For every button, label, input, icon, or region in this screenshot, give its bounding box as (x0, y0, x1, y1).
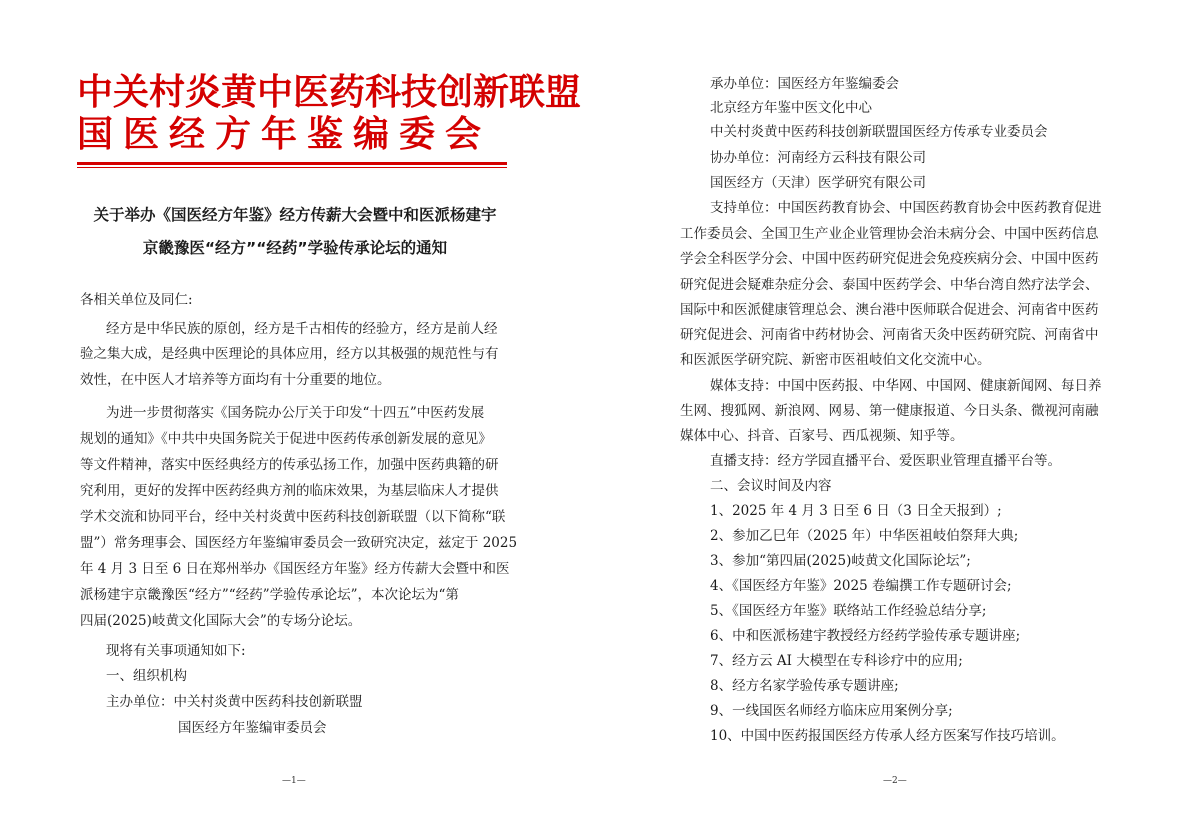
page-left (0, 0, 590, 818)
body-line: 规划的通知》《中共中央国务院关于促进中医药传承创新发展的意见》 (80, 431, 492, 447)
body-line: 现将有关事项通知如下: (106, 643, 246, 659)
agenda-item: 1、2025 年 4 月 3 日至 6 日（3 日全天报到）; (710, 503, 1002, 519)
agenda-item: 4、《国医经方年鉴》2025 卷编撰工作专题研讨会; (710, 578, 1012, 594)
body-line: 学会全科医学分会、中国中医药研究促进会免疫疾病分会、中国中医药 (680, 251, 1099, 267)
body-line: 中关村炎黄中医药科技创新联盟国医经方传承专业委员会 (710, 124, 1048, 140)
agenda-item: 3、参加“第四届(2025)岐黄文化国际论坛”; (710, 553, 971, 569)
salutation: 各相关单位及同仁: (80, 292, 193, 308)
header-rule-thick (77, 162, 507, 165)
body-line: 和医派医学研究院、新密市医祖岐伯文化交流中心。 (680, 352, 991, 368)
body-line: 经方是中华民族的原创，经方是千古相传的经验方，经方是前人经 (106, 321, 498, 337)
org-header-line1: 中关村炎黄中医药科技创新联盟 (77, 72, 582, 113)
body-line: 承办单位：国医经方年鉴编委会 (710, 76, 899, 92)
body-line: 盟”）常务理事会、国医经方年鉴编审委员会一致研究决定，兹定于 2025 (80, 535, 518, 551)
org-header-line2: 国医经方年鉴编委会 (77, 114, 492, 155)
body-line: 派杨建宇京畿豫医“经方”“经药”学验传承论坛”，本次论坛为“第 (80, 587, 459, 603)
body-line: 研究促进会疑难杂症分会、泰国中医药学会、中华台湾自然疗法学会、 (680, 277, 1099, 293)
section-heading: 一、组织机构 (106, 668, 187, 684)
agenda-item: 6、中和医派杨建宇教授经方经药学验传承专题讲座; (710, 628, 1021, 644)
body-line: 验之集大成，是经典中医理论的具体应用，经方以其极强的规范性与有 (80, 346, 499, 362)
body-line: 媒体支持：中国中医药报、中华网、中国网、健康新闻网、每日养 (710, 378, 1102, 394)
notice-title-line2: 京畿豫医“经方”“经药”学验传承论坛的通知 (142, 239, 448, 257)
body-line: 学术交流和协同平台，经中关村炎黄中医药科技创新联盟（以下简称“联 (80, 509, 506, 525)
page-number: —1— (282, 776, 306, 786)
body-line: 四届(2025)岐黄文化国际大会”的专场分论坛。 (80, 613, 362, 629)
agenda-item: 9、一线国医名师经方临床应用案例分享; (710, 703, 953, 719)
page-right (595, 0, 1185, 818)
section-heading: 二、会议时间及内容 (710, 478, 832, 494)
body-line: 北京经方年鉴中医文化中心 (710, 100, 872, 116)
agenda-item: 10、中国中医药报国医经方传承人经方医案写作技巧培训。 (710, 728, 1065, 744)
agenda-item: 7、经方云 AI 大模型在专科诊疗中的应用; (710, 653, 963, 669)
body-line: 研究促进会、河南省中药材协会、河南省天灸中医药研究院、河南省中 (680, 327, 1099, 343)
body-line: 年 4 月 3 日至 6 日在郑州举办《国医经方年鉴》经方传薪大会暨中和医 (80, 561, 510, 577)
body-line: 等文件精神，落实中医经典经方的传承弘扬工作，加强中医药典籍的研 (80, 457, 499, 473)
body-line: 国际中和医派健康管理总会、澳台港中医师联合促进会、河南省中医药 (680, 302, 1099, 318)
body-line: 媒体中心、抖音、百家号、西瓜视频、知乎等。 (680, 428, 964, 444)
body-line: 究利用，更好的发挥中医药经典方剂的临床效果，为基层临床人才提供 (80, 483, 499, 499)
body-line: 国医经方（天津）医学研究有限公司 (710, 175, 926, 191)
body-line: 生网、搜狐网、新浪网、网易、第一健康报道、今日头条、微视河南融 (680, 403, 1099, 419)
body-line: 协办单位：河南经方云科技有限公司 (710, 150, 926, 166)
agenda-item: 2、参加乙巳年（2025 年）中华医祖岐伯祭拜大典; (710, 528, 1019, 544)
notice-title-line1: 关于举办《国医经方年鉴》经方传薪大会暨中和医派杨建宇 (93, 206, 497, 224)
body-line: 主办单位：中关村炎黄中医药科技创新联盟 (106, 694, 363, 710)
body-line: 为进一步贯彻落实《国务院办公厅关于印发“十四五”中医药发展 (106, 405, 485, 421)
header-rule-thin (77, 167, 507, 168)
body-line: 支持单位：中国医药教育协会、中国医药教育协会中医药教育促进 (710, 200, 1102, 216)
page-number: —2— (883, 776, 907, 786)
body-line: 工作委员会、全国卫生产业企业管理协会治未病分会、中国中医药信息 (680, 226, 1099, 242)
body-line: 国医经方年鉴编审委员会 (178, 720, 327, 736)
body-line: 直播支持：经方学园直播平台、爱医职业管理直播平台等。 (710, 453, 1061, 469)
agenda-item: 5、《国医经方年鉴》联络站工作经验总结分享; (710, 603, 987, 619)
agenda-item: 8、经方名家学验传承专题讲座; (710, 678, 899, 694)
body-line: 效性，在中医人才培养等方面均有十分重要的地位。 (80, 372, 391, 388)
